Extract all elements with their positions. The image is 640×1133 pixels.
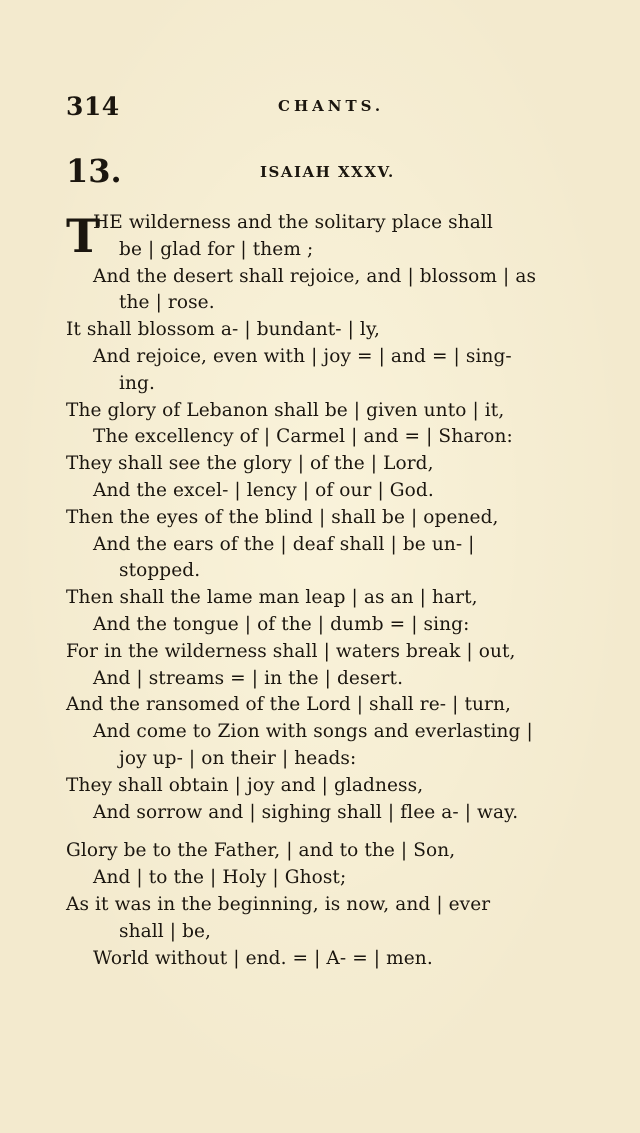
verse-line: And come to Zion with songs and everlasting |	[93, 721, 533, 743]
verse-line: And sorrow and | sighing shall | flee a- | way.	[93, 801, 519, 823]
verse-line: stopped.	[119, 560, 201, 582]
verse-line: And | streams = | in the | desert.	[93, 667, 404, 689]
verse-line-text: HE wilderness and the solitary place shall	[93, 212, 493, 233]
verse-line: The excellency of | Carmel | and = | Sharon:	[93, 426, 513, 448]
chant-text	[66, 210, 606, 972]
verse-line: For in the wilderness shall | waters break | out,	[66, 640, 516, 662]
section-gap	[66, 826, 606, 838]
verse-line: joy up- | on their | heads:	[119, 747, 357, 769]
verse-line: And rejoice, even with | joy = | and = | sing-	[93, 345, 512, 367]
verse-line: And the desert shall rejoice, and | blossom | as	[93, 265, 537, 287]
page-number: 314	[66, 92, 120, 121]
verse-line: They shall see the glory | of the | Lord,	[66, 453, 434, 475]
verse-line: And the excel- | lency | of our | God.	[93, 479, 434, 501]
verse-line: It shall blossom a- | bundant- | ly,	[66, 319, 381, 341]
verse-line: And the ears of the | deaf shall | be un- |	[93, 533, 475, 555]
verse-line: Then the eyes of the blind | shall be | opened,	[66, 506, 499, 528]
verse-line: And the tongue | of the | dumb = | sing:	[93, 613, 470, 635]
verse-line: the | rose.	[119, 292, 215, 314]
verse-line: They shall obtain | joy and | gladness,	[66, 774, 424, 796]
verse-line: The glory of Lebanon shall be | given unto | it,	[66, 399, 505, 421]
page-header	[66, 92, 576, 122]
chant-number: 13.	[66, 152, 122, 190]
chant-source: ISAIAH XXXV.	[260, 163, 395, 181]
doxology-line: shall | be,	[119, 920, 212, 942]
doxology-line: Glory be to the Father, | and to the | Son,	[66, 840, 456, 862]
doxology-line: World without | end. = | A- = | men.	[93, 947, 433, 969]
verse-line: be | glad for | them ;	[119, 238, 314, 260]
verse-line: Then shall the lame man leap | as an | hart,	[66, 587, 478, 609]
doxology-line: And | to the | Holy | Ghost;	[93, 867, 347, 889]
verse-line: And the ransomed of the Lord | shall re- | turn,	[66, 694, 511, 716]
doxology-line: As it was in the beginning, is now, and | ever	[66, 893, 491, 915]
doxology	[66, 838, 606, 972]
drop-cap: T	[66, 209, 101, 263]
verse-line: ing.	[119, 372, 155, 394]
running-head: CHANTS.	[278, 97, 385, 115]
